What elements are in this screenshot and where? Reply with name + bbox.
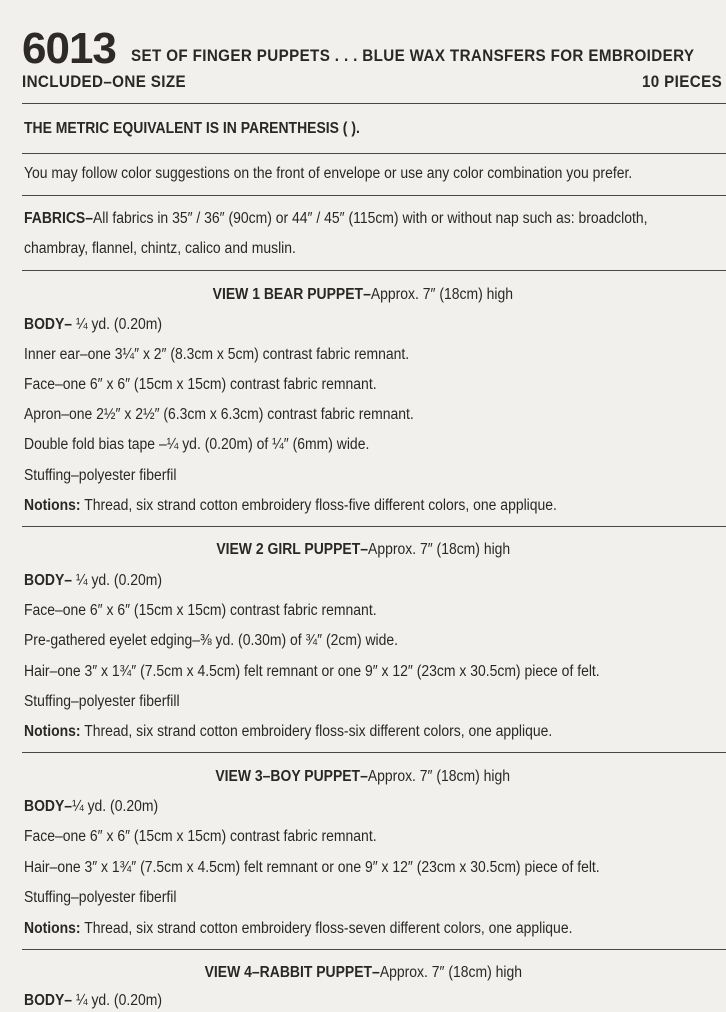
notions-label: Notions: xyxy=(24,920,81,937)
divider xyxy=(22,526,726,527)
material-line: Stuffing–polyester fiberfil xyxy=(24,889,177,906)
view-heading-label: VIEW 4–RABBIT PUPPET– xyxy=(204,964,380,981)
view-size: Approx. 7″ (18cm) high xyxy=(368,768,511,785)
view-2-body xyxy=(24,570,162,592)
notions-text: Thread, six strand cotton embroidery floss-seven different colors, one applique. xyxy=(80,920,573,937)
material-line: Hair–one 3″ x 1¾″ (7.5cm x 4.5cm) felt remnant or one 9″ x 12″ (23cm x 30.5cm) piece of felt. xyxy=(24,663,600,680)
view-heading-label: VIEW 3–BOY PUPPET– xyxy=(215,768,369,785)
divider xyxy=(22,270,726,271)
material-line: Stuffing–polyester fiberfill xyxy=(24,693,180,710)
divider xyxy=(22,195,726,196)
view-1-body xyxy=(24,314,162,336)
view-2-heading xyxy=(0,539,726,561)
notions-label: Notions: xyxy=(24,497,81,514)
material-line: Pre-gathered eyelet edging–⅜ yd. (0.30m) of ¾″ (2cm) wide. xyxy=(24,632,399,649)
header xyxy=(22,24,722,74)
notions-text: Thread, six strand cotton embroidery floss-six different colors, one applique. xyxy=(80,723,553,740)
body-label: BODY– xyxy=(24,798,73,815)
body-value: ¼ yd. (0.20m) xyxy=(72,798,159,815)
view-3-notions xyxy=(24,918,572,940)
view-size: Approx. 7″ (18cm) high xyxy=(367,541,510,558)
body-value: ¼ yd. (0.20m) xyxy=(72,992,163,1009)
material-line: Face–one 6″ x 6″ (15cm x 15cm) contrast fabric remnant. xyxy=(24,828,377,845)
view-4-heading xyxy=(0,962,726,984)
divider xyxy=(22,103,726,104)
view-size: Approx. 7″ (18cm) high xyxy=(379,964,522,981)
divider xyxy=(22,752,726,753)
material-line: Inner ear–one 3¼″ x 2″ (8.3cm x 5cm) contrast fabric remnant. xyxy=(24,346,410,363)
material-line: Face–one 6″ x 6″ (15cm x 15cm) contrast fabric remnant. xyxy=(24,376,377,393)
view-3-heading xyxy=(0,766,726,788)
divider xyxy=(22,153,726,154)
notions-label: Notions: xyxy=(24,723,81,740)
fabrics-line-2: chambray, flannel, chintz, calico and muslin. xyxy=(24,240,296,257)
fabrics-text: All fabrics in 35″ / 36″ (90cm) or 44″ / 45″ (115cm) with or without nap such as: broadcloth, xyxy=(92,210,648,227)
view-4-body xyxy=(24,990,162,1012)
pattern-number: 6013 xyxy=(22,24,116,73)
view-heading-label: VIEW 1 BEAR PUPPET– xyxy=(212,286,371,303)
view-1-notions xyxy=(24,495,557,517)
pattern-title: SET OF FINGER PUPPETS . . . BLUE WAX TRANSFERS FOR EMBROIDERY xyxy=(131,47,695,65)
metric-note: THE METRIC EQUIVALENT IS IN PARENTHESIS ( ). xyxy=(24,120,360,137)
size-label: INCLUDED–ONE SIZE xyxy=(22,73,186,91)
fabrics-label: FABRICS– xyxy=(24,210,93,227)
header-subline xyxy=(22,70,722,94)
view-heading-label: VIEW 2 GIRL PUPPET– xyxy=(216,541,368,558)
fabrics-line-1 xyxy=(24,208,648,230)
body-label: BODY– xyxy=(24,572,73,589)
material-line: Face–one 6″ x 6″ (15cm x 15cm) contrast fabric remnant. xyxy=(24,602,377,619)
material-line: Hair–one 3″ x 1¾″ (7.5cm x 4.5cm) felt remnant or one 9″ x 12″ (23cm x 30.5cm) piece of felt. xyxy=(24,859,600,876)
view-2-notions xyxy=(24,721,552,743)
material-line: Double fold bias tape –¼ yd. (0.20m) of ¼″ (6mm) wide. xyxy=(24,436,370,453)
body-label: BODY– xyxy=(24,992,73,1009)
body-value: ¼ yd. (0.20m) xyxy=(72,572,163,589)
body-label: BODY– xyxy=(24,316,73,333)
divider xyxy=(22,949,726,950)
notions-text: Thread, six strand cotton embroidery floss-five different colors, one applique. xyxy=(80,497,557,514)
material-line: Stuffing–polyester fiberfil xyxy=(24,467,177,484)
view-1-heading xyxy=(0,284,726,306)
view-size: Approx. 7″ (18cm) high xyxy=(370,286,514,303)
color-note: You may follow color suggestions on the front of envelope or use any color combination you prefer. xyxy=(24,165,633,182)
material-line: Apron–one 2½″ x 2½″ (6.3cm x 6.3cm) contrast fabric remnant. xyxy=(24,406,414,423)
pieces-count: 10 PIECES xyxy=(641,73,722,91)
body-value: ¼ yd. (0.20m) xyxy=(72,316,163,333)
view-3-body xyxy=(24,796,158,818)
